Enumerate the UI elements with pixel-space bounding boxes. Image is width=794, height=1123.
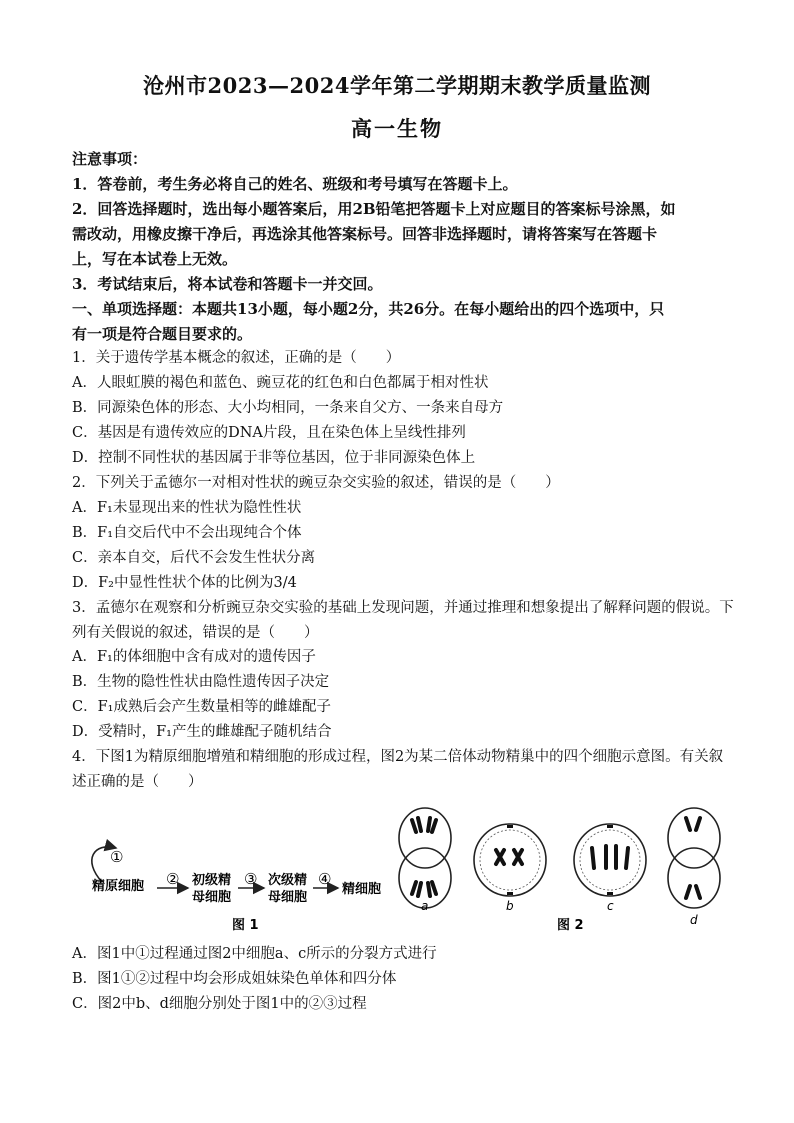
q1-option-b: B．同源染色体的形态、大小均相同，一条来自父方、一条来自母方	[72, 400, 504, 416]
q4-figure	[72, 798, 722, 938]
node-secondary-l2: 母细胞	[268, 890, 308, 905]
cell-a-label: a	[421, 899, 429, 913]
cell-c-label: c	[607, 899, 614, 913]
node-sperm-cell: 精细胞	[342, 882, 382, 897]
cell-d	[668, 808, 720, 927]
node-primary-l2: 母细胞	[192, 890, 232, 905]
q4-stem-line-2: 述正确的是（ ）	[72, 774, 203, 790]
step-3-label: ③	[244, 870, 258, 888]
q2-option-c: C．亲本自交，后代不会发生性状分离	[72, 550, 316, 566]
cell-a	[399, 808, 451, 913]
page-title: 沧州市2023—2024学年第二学期期末教学质量监测	[143, 73, 651, 98]
cell-c	[574, 824, 646, 913]
q1-option-a: A．人眼虹膜的褐色和蓝色、豌豆花的红色和白色都属于相对性状	[72, 375, 489, 391]
q4-option-b: B．图1①②过程中均会形成姐妹染色单体和四分体	[72, 971, 397, 987]
q3-stem-line-2: 列有关假说的叙述，错误的是（ ）	[72, 625, 319, 641]
q3-option-d: D．受精时，F₁产生的雌雄配子随机结合	[72, 724, 332, 740]
notice-item-3: 3．考试结束后，将本试卷和答题卡一并交回。	[72, 275, 383, 293]
q3-stem-line-1: 3．孟德尔在观察和分析豌豆杂交实验的基础上发现问题，并通过推理和想象提出了解释问题的假说。下	[72, 600, 734, 616]
q4-option-a: A．图1中①过程通过图2中细胞a、c所示的分裂方式进行	[72, 946, 437, 962]
notice-item-2-line-1: 2．回答选择题时，选出每小题答案后，用2B铅笔把答题卡上对应题目的答案标号涂黑，如	[72, 200, 676, 218]
page-subtitle: 高一生物	[351, 116, 443, 141]
step-4-label: ④	[318, 870, 332, 888]
section-heading-line-2: 有一项是符合题目要求的。	[72, 325, 253, 343]
node-secondary-l1: 次级精	[268, 873, 308, 888]
q3-option-a: A．F₁的体细胞中含有成对的遗传因子	[72, 649, 316, 665]
cell-b-label: b	[506, 899, 514, 913]
node-primary-l1: 初级精	[192, 873, 232, 888]
notice-item-2-line-3: 上，写在本试卷上无效。	[72, 250, 238, 268]
notice-item-1: 1．答卷前，考生务必将自己的姓名、班级和考号填写在答题卡上。	[72, 175, 518, 193]
section-heading-line-1: 一、单项选择题：本题共13小题，每小题2分，共26分。在每小题给出的四个选项中，只	[72, 300, 665, 318]
cell-b	[474, 824, 546, 913]
q2-stem: 2．下列关于孟德尔一对相对性状的豌豆杂交实验的叙述，错误的是（ ）	[72, 475, 560, 491]
q1-option-c: C．基因是有遗传效应的DNA片段，且在染色体上呈线性排列	[72, 425, 466, 441]
node-spermatogonium: 精原细胞	[92, 879, 145, 894]
figure-1-flowchart	[91, 847, 381, 933]
figure-2-cells	[399, 808, 720, 933]
q4-figure-svg	[72, 798, 722, 938]
q4-option-c: C．图2中b、d细胞分别处于图1中的②③过程	[72, 996, 367, 1012]
q2-option-d: D．F₂中显性性状个体的比例为3/4	[72, 575, 297, 591]
q4-stem-line-1: 4．下图1为精原细胞增殖和精细胞的形成过程，图2为某二倍体动物精巢中的四个细胞示意图。有关叙	[72, 749, 724, 765]
figure-1-caption: 图 1	[232, 918, 259, 933]
q2-option-b: B．F₁自交后代中不会出现纯合个体	[72, 525, 302, 541]
notice-item-2-line-2: 需改动，用橡皮擦干净后，再选涂其他答案标号。回答非选择题时，请将答案写在答题卡	[72, 225, 658, 243]
q2-option-a: A．F₁未显现出来的性状为隐性性状	[72, 500, 302, 516]
notice-heading: 注意事项：	[72, 150, 148, 168]
q3-option-b: B．生物的隐性性状由隐性遗传因子决定	[72, 674, 330, 690]
q1-option-d: D．控制不同性状的基因属于非等位基因，位于非同源染色体上	[72, 450, 476, 466]
cell-d-label: d	[690, 913, 698, 927]
q1-stem: 1．关于遗传学基本概念的叙述，正确的是（ ）	[72, 350, 401, 366]
figure-2-caption: 图 2	[557, 918, 584, 933]
step-1-label: ①	[110, 848, 124, 866]
step-2-label: ②	[166, 870, 180, 888]
q3-option-c: C．F₁成熟后会产生数量相等的雌雄配子	[72, 699, 331, 715]
